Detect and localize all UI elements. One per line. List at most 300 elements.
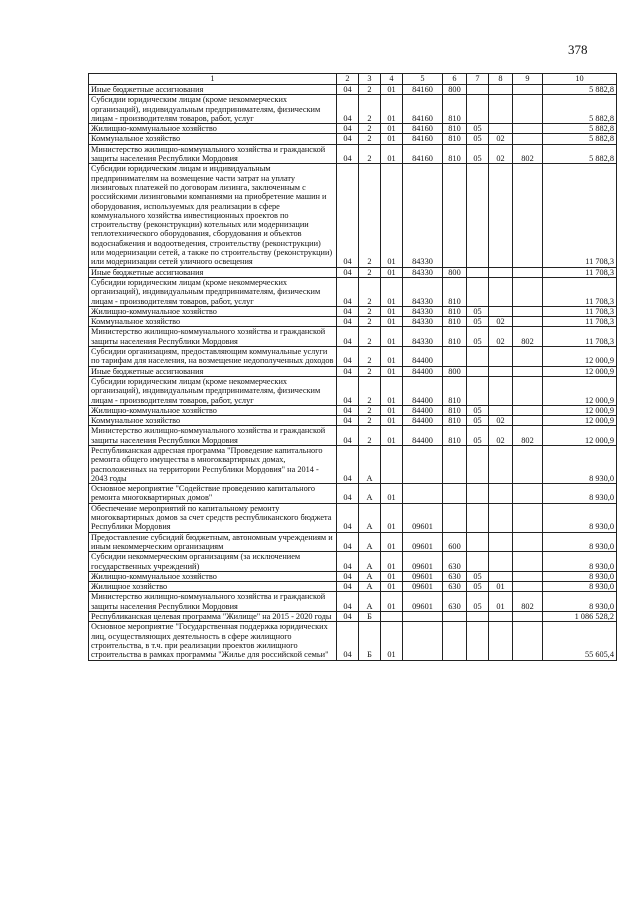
amount-cell: 12 000,9 bbox=[543, 416, 617, 426]
code-cell-5 bbox=[403, 445, 443, 483]
code-cell-8: 02 bbox=[489, 317, 513, 327]
code-cell-2: 04 bbox=[337, 503, 359, 532]
code-cell-6 bbox=[443, 503, 467, 532]
code-cell-2: 04 bbox=[337, 347, 359, 367]
code-cell-6: 810 bbox=[443, 124, 467, 134]
code-cell-8 bbox=[489, 267, 513, 277]
code-cell-9 bbox=[513, 405, 543, 415]
code-cell-2: 04 bbox=[337, 445, 359, 483]
code-cell-6: 810 bbox=[443, 426, 467, 446]
amount-cell: 8 930,0 bbox=[543, 571, 617, 581]
code-cell-5 bbox=[403, 622, 443, 660]
code-cell-3: 2 bbox=[359, 317, 381, 327]
code-cell-6: 600 bbox=[443, 532, 467, 552]
code-cell-8 bbox=[489, 85, 513, 95]
code-cell-3: 2 bbox=[359, 306, 381, 316]
code-cell-3: 2 bbox=[359, 327, 381, 347]
item-name-cell: Основное мероприятие "Содействие проведению капитального ремонта многоквартирных домов" bbox=[89, 484, 337, 504]
code-cell-9 bbox=[513, 347, 543, 367]
item-name-cell: Субсидии юридическим лицам (кроме некоммерческих организаций), индивидуальным предпринимателям, физическим лицам - производителям товаров, работ, услуг bbox=[89, 376, 337, 405]
table-row bbox=[89, 366, 617, 376]
code-cell-8 bbox=[489, 405, 513, 415]
code-cell-9 bbox=[513, 277, 543, 306]
code-cell-6 bbox=[443, 347, 467, 367]
code-cell-2: 04 bbox=[337, 317, 359, 327]
code-cell-8 bbox=[489, 277, 513, 306]
code-cell-3: 2 bbox=[359, 124, 381, 134]
code-cell-4: 01 bbox=[381, 582, 403, 592]
amount-cell: 8 930,0 bbox=[543, 552, 617, 572]
code-cell-5: 84160 bbox=[403, 85, 443, 95]
amount-cell: 12 000,9 bbox=[543, 347, 617, 367]
item-name-cell: Иные бюджетные ассигнования bbox=[89, 366, 337, 376]
code-cell-4: 01 bbox=[381, 426, 403, 446]
code-cell-9 bbox=[513, 484, 543, 504]
code-cell-7: 05 bbox=[467, 144, 489, 164]
code-cell-5 bbox=[403, 612, 443, 622]
code-cell-6: 810 bbox=[443, 416, 467, 426]
code-cell-7: 05 bbox=[467, 327, 489, 347]
code-cell-5: 84330 bbox=[403, 164, 443, 267]
code-cell-5: 84400 bbox=[403, 347, 443, 367]
code-cell-6 bbox=[443, 484, 467, 504]
code-cell-3: 2 bbox=[359, 426, 381, 446]
code-cell-3: А bbox=[359, 484, 381, 504]
item-name-cell: Субсидии юридическим лицам (кроме некоммерческих организаций), индивидуальным предпринимателям, физическим лицам - производителям товаров, работ, услуг bbox=[89, 277, 337, 306]
item-name-cell: Жилищное хозяйство bbox=[89, 582, 337, 592]
code-cell-4: 01 bbox=[381, 622, 403, 660]
code-cell-5: 09601 bbox=[403, 592, 443, 612]
amount-cell: 11 708,3 bbox=[543, 317, 617, 327]
item-name-cell: Обеспечение мероприятий по капитальному ремонту многоквартирных домов за счет средств республиканского бюджета Республики Мордовия bbox=[89, 503, 337, 532]
code-cell-4 bbox=[381, 612, 403, 622]
table-row bbox=[89, 306, 617, 316]
code-cell-2: 04 bbox=[337, 592, 359, 612]
amount-cell: 11 708,3 bbox=[543, 267, 617, 277]
code-cell-6: 630 bbox=[443, 571, 467, 581]
code-cell-3: 2 bbox=[359, 164, 381, 267]
code-cell-9: 802 bbox=[513, 144, 543, 164]
code-cell-4: 01 bbox=[381, 552, 403, 572]
amount-cell: 12 000,9 bbox=[543, 426, 617, 446]
code-cell-9 bbox=[513, 552, 543, 572]
header-cell: 3 bbox=[359, 74, 381, 85]
code-cell-7: 05 bbox=[467, 592, 489, 612]
code-cell-9 bbox=[513, 376, 543, 405]
table-row bbox=[89, 134, 617, 144]
table-body bbox=[89, 85, 617, 661]
code-cell-4: 01 bbox=[381, 327, 403, 347]
amount-cell: 5 882,8 bbox=[543, 85, 617, 95]
amount-cell: 5 882,8 bbox=[543, 124, 617, 134]
code-cell-7 bbox=[467, 366, 489, 376]
code-cell-2: 04 bbox=[337, 416, 359, 426]
code-cell-8: 02 bbox=[489, 426, 513, 446]
code-cell-8 bbox=[489, 164, 513, 267]
code-cell-5: 84330 bbox=[403, 327, 443, 347]
code-cell-4: 01 bbox=[381, 85, 403, 95]
code-cell-8 bbox=[489, 366, 513, 376]
item-name-cell: Коммунальное хозяйство bbox=[89, 134, 337, 144]
code-cell-7 bbox=[467, 445, 489, 483]
code-cell-8 bbox=[489, 376, 513, 405]
code-cell-6: 630 bbox=[443, 552, 467, 572]
code-cell-2: 04 bbox=[337, 95, 359, 124]
code-cell-4: 01 bbox=[381, 532, 403, 552]
code-cell-9 bbox=[513, 366, 543, 376]
code-cell-3: А bbox=[359, 592, 381, 612]
code-cell-3: А bbox=[359, 503, 381, 532]
table-row bbox=[89, 592, 617, 612]
code-cell-9 bbox=[513, 612, 543, 622]
code-cell-4: 01 bbox=[381, 317, 403, 327]
code-cell-2: 04 bbox=[337, 306, 359, 316]
code-cell-3: 2 bbox=[359, 85, 381, 95]
table-row bbox=[89, 124, 617, 134]
amount-cell: 12 000,9 bbox=[543, 376, 617, 405]
code-cell-6 bbox=[443, 622, 467, 660]
code-cell-7: 05 bbox=[467, 317, 489, 327]
table-row bbox=[89, 144, 617, 164]
item-name-cell: Иные бюджетные ассигнования bbox=[89, 267, 337, 277]
code-cell-6: 800 bbox=[443, 366, 467, 376]
table-row bbox=[89, 532, 617, 552]
item-name-cell: Министерство жилищно-коммунального хозяйства и гражданской защиты населения Республики Мордовия bbox=[89, 592, 337, 612]
code-cell-4: 01 bbox=[381, 95, 403, 124]
amount-cell: 11 708,3 bbox=[543, 327, 617, 347]
code-cell-7: 05 bbox=[467, 405, 489, 415]
code-cell-5: 09601 bbox=[403, 582, 443, 592]
table-row bbox=[89, 552, 617, 572]
item-name-cell: Коммунальное хозяйство bbox=[89, 317, 337, 327]
code-cell-9 bbox=[513, 532, 543, 552]
amount-cell: 8 930,0 bbox=[543, 503, 617, 532]
code-cell-5: 09601 bbox=[403, 532, 443, 552]
code-cell-8: 02 bbox=[489, 416, 513, 426]
code-cell-4: 01 bbox=[381, 376, 403, 405]
table-row bbox=[89, 317, 617, 327]
item-name-cell: Республиканская целевая программа "Жилище" на 2015 - 2020 годы bbox=[89, 612, 337, 622]
amount-cell: 8 930,0 bbox=[543, 592, 617, 612]
code-cell-8: 02 bbox=[489, 134, 513, 144]
amount-cell: 5 882,8 bbox=[543, 144, 617, 164]
code-cell-4: 01 bbox=[381, 416, 403, 426]
item-name-cell: Предоставление субсидий бюджетным, автономным учреждениям и иным некоммерческим организациям bbox=[89, 532, 337, 552]
code-cell-7 bbox=[467, 277, 489, 306]
amount-cell: 8 930,0 bbox=[543, 445, 617, 483]
code-cell-7 bbox=[467, 552, 489, 572]
code-cell-3: А bbox=[359, 571, 381, 581]
header-cell: 7 bbox=[467, 74, 489, 85]
code-cell-7 bbox=[467, 622, 489, 660]
code-cell-2: 04 bbox=[337, 532, 359, 552]
page-number: 378 bbox=[568, 42, 588, 57]
code-cell-9 bbox=[513, 571, 543, 581]
code-cell-6: 810 bbox=[443, 134, 467, 144]
code-cell-5: 84160 bbox=[403, 124, 443, 134]
code-cell-6: 800 bbox=[443, 267, 467, 277]
item-name-cell: Министерство жилищно-коммунального хозяйства и гражданской защиты населения Республики Мордовия bbox=[89, 327, 337, 347]
item-name-cell: Субсидии некоммерческим организациям (за исключением государственных учреждений) bbox=[89, 552, 337, 572]
item-name-cell: Иные бюджетные ассигнования bbox=[89, 85, 337, 95]
amount-cell: 8 930,0 bbox=[543, 582, 617, 592]
amount-cell: 55 605,4 bbox=[543, 622, 617, 660]
code-cell-2: 04 bbox=[337, 571, 359, 581]
code-cell-4: 01 bbox=[381, 277, 403, 306]
header-cell: 6 bbox=[443, 74, 467, 85]
amount-cell: 11 708,3 bbox=[543, 277, 617, 306]
code-cell-9 bbox=[513, 503, 543, 532]
code-cell-7: 05 bbox=[467, 306, 489, 316]
code-cell-9 bbox=[513, 306, 543, 316]
table-row bbox=[89, 267, 617, 277]
code-cell-9 bbox=[513, 85, 543, 95]
amount-cell: 8 930,0 bbox=[543, 484, 617, 504]
code-cell-6: 810 bbox=[443, 327, 467, 347]
code-cell-3: 2 bbox=[359, 144, 381, 164]
code-cell-8 bbox=[489, 347, 513, 367]
code-cell-5: 84400 bbox=[403, 416, 443, 426]
budget-table bbox=[88, 73, 617, 661]
code-cell-9: 802 bbox=[513, 426, 543, 446]
code-cell-7 bbox=[467, 164, 489, 267]
code-cell-5: 84160 bbox=[403, 144, 443, 164]
code-cell-4: 01 bbox=[381, 484, 403, 504]
code-cell-7: 05 bbox=[467, 134, 489, 144]
code-cell-3: 2 bbox=[359, 347, 381, 367]
header-cell: 10 bbox=[543, 74, 617, 85]
code-cell-6: 810 bbox=[443, 95, 467, 124]
code-cell-5: 84400 bbox=[403, 426, 443, 446]
code-cell-3: Б bbox=[359, 612, 381, 622]
code-cell-4: 01 bbox=[381, 144, 403, 164]
code-cell-8 bbox=[489, 571, 513, 581]
code-cell-3: 2 bbox=[359, 366, 381, 376]
code-cell-4: 01 bbox=[381, 306, 403, 316]
code-cell-6: 810 bbox=[443, 405, 467, 415]
table-row bbox=[89, 347, 617, 367]
code-cell-7 bbox=[467, 85, 489, 95]
code-cell-2: 04 bbox=[337, 366, 359, 376]
code-cell-7 bbox=[467, 503, 489, 532]
code-cell-9 bbox=[513, 164, 543, 267]
code-cell-2: 04 bbox=[337, 267, 359, 277]
item-name-cell: Основное мероприятие "Государственная поддержка юридических лиц, осуществляющих деятельность в сфере жилищного строительства, в т.ч. при реализации проектов жилищного строительства в рамках программы "Жилье для российской семьи" bbox=[89, 622, 337, 660]
code-cell-6: 810 bbox=[443, 306, 467, 316]
code-cell-9 bbox=[513, 95, 543, 124]
table-row bbox=[89, 571, 617, 581]
code-cell-6 bbox=[443, 164, 467, 267]
header-cell: 1 bbox=[89, 74, 337, 85]
code-cell-4: 01 bbox=[381, 347, 403, 367]
code-cell-5 bbox=[403, 484, 443, 504]
code-cell-4: 01 bbox=[381, 267, 403, 277]
table-row bbox=[89, 426, 617, 446]
code-cell-3: А bbox=[359, 552, 381, 572]
code-cell-2: 04 bbox=[337, 277, 359, 306]
code-cell-8: 01 bbox=[489, 592, 513, 612]
code-cell-4: 01 bbox=[381, 124, 403, 134]
code-cell-7 bbox=[467, 484, 489, 504]
code-cell-7 bbox=[467, 376, 489, 405]
code-cell-5: 84330 bbox=[403, 267, 443, 277]
table-row bbox=[89, 445, 617, 483]
table-header-row bbox=[89, 74, 617, 85]
code-cell-8 bbox=[489, 95, 513, 124]
code-cell-2: 04 bbox=[337, 134, 359, 144]
code-cell-7: 05 bbox=[467, 571, 489, 581]
item-name-cell: Жилищно-коммунальное хозяйство bbox=[89, 306, 337, 316]
code-cell-3: 2 bbox=[359, 134, 381, 144]
code-cell-5: 84400 bbox=[403, 405, 443, 415]
amount-cell: 11 708,3 bbox=[543, 164, 617, 267]
code-cell-6: 800 bbox=[443, 85, 467, 95]
code-cell-5: 84330 bbox=[403, 306, 443, 316]
header-cell: 9 bbox=[513, 74, 543, 85]
code-cell-2: 04 bbox=[337, 124, 359, 134]
table-row bbox=[89, 277, 617, 306]
code-cell-3: Б bbox=[359, 622, 381, 660]
code-cell-7: 05 bbox=[467, 582, 489, 592]
item-name-cell: Субсидии юридическим лицам (кроме некоммерческих организаций), индивидуальным предпринимателям, физическим лицам - производителям товаров, работ, услуг bbox=[89, 95, 337, 124]
code-cell-8 bbox=[489, 124, 513, 134]
table-row bbox=[89, 503, 617, 532]
code-cell-9 bbox=[513, 416, 543, 426]
code-cell-4: 01 bbox=[381, 592, 403, 612]
table-row bbox=[89, 582, 617, 592]
code-cell-4: 01 bbox=[381, 405, 403, 415]
code-cell-8: 02 bbox=[489, 144, 513, 164]
code-cell-2: 04 bbox=[337, 164, 359, 267]
item-name-cell: Субсидии организациям, предоставляющим коммунальные услуги по тарифам для населения, на возмещение недополученных доходов bbox=[89, 347, 337, 367]
table-row bbox=[89, 484, 617, 504]
code-cell-3: 2 bbox=[359, 267, 381, 277]
item-name-cell: Субсидии юридическим лицам и индивидуальным предпринимателям на возмещение части затрат на уплату лизинговых платежей по договорам лизинга, заключенным с российскими лизинговыми компаниями на приобретение машин и оборудования, используемых для реализации в сфере коммунального хозяйства инвестиционных проектов по строительству (реконструкции) котельных или модернизации теплотехнического оборудования, сборудования и объектов водоснабжения и водоотведения, строительству (реконструкции) или модернизации сетей, а также по строительству (реконструкции) или модернизации сетей уличного освещения bbox=[89, 164, 337, 267]
code-cell-2: 04 bbox=[337, 612, 359, 622]
code-cell-5: 09601 bbox=[403, 571, 443, 581]
code-cell-5: 84330 bbox=[403, 277, 443, 306]
code-cell-7 bbox=[467, 612, 489, 622]
code-cell-5: 09601 bbox=[403, 503, 443, 532]
amount-cell: 1 086 528,2 bbox=[543, 612, 617, 622]
code-cell-3: 2 bbox=[359, 376, 381, 405]
code-cell-4: 01 bbox=[381, 366, 403, 376]
table-row bbox=[89, 405, 617, 415]
code-cell-8 bbox=[489, 484, 513, 504]
code-cell-3: 2 bbox=[359, 95, 381, 124]
code-cell-2: 04 bbox=[337, 426, 359, 446]
item-name-cell: Министерство жилищно-коммунального хозяйства и гражданской защиты населения Республики Мордовия bbox=[89, 426, 337, 446]
code-cell-4 bbox=[381, 445, 403, 483]
amount-cell: 11 708,3 bbox=[543, 306, 617, 316]
code-cell-2: 04 bbox=[337, 85, 359, 95]
table-row bbox=[89, 612, 617, 622]
item-name-cell: Жилищно-коммунальное хозяйство bbox=[89, 571, 337, 581]
code-cell-4: 01 bbox=[381, 571, 403, 581]
code-cell-6: 810 bbox=[443, 277, 467, 306]
table-row bbox=[89, 416, 617, 426]
code-cell-5: 84160 bbox=[403, 134, 443, 144]
amount-cell: 8 930,0 bbox=[543, 532, 617, 552]
code-cell-7 bbox=[467, 347, 489, 367]
code-cell-6: 810 bbox=[443, 317, 467, 327]
code-cell-7 bbox=[467, 267, 489, 277]
table-row bbox=[89, 85, 617, 95]
code-cell-5: 84400 bbox=[403, 366, 443, 376]
table-row bbox=[89, 164, 617, 267]
code-cell-4: 01 bbox=[381, 164, 403, 267]
code-cell-2: 04 bbox=[337, 144, 359, 164]
header-cell: 8 bbox=[489, 74, 513, 85]
code-cell-2: 04 bbox=[337, 622, 359, 660]
amount-cell: 5 882,8 bbox=[543, 134, 617, 144]
code-cell-7 bbox=[467, 532, 489, 552]
code-cell-7: 05 bbox=[467, 416, 489, 426]
code-cell-2: 04 bbox=[337, 484, 359, 504]
code-cell-4: 01 bbox=[381, 503, 403, 532]
code-cell-9 bbox=[513, 267, 543, 277]
code-cell-9 bbox=[513, 317, 543, 327]
amount-cell: 12 000,9 bbox=[543, 366, 617, 376]
code-cell-8 bbox=[489, 306, 513, 316]
code-cell-9 bbox=[513, 622, 543, 660]
code-cell-3: 2 bbox=[359, 277, 381, 306]
table-row bbox=[89, 376, 617, 405]
table-row bbox=[89, 327, 617, 347]
code-cell-6 bbox=[443, 612, 467, 622]
code-cell-8 bbox=[489, 445, 513, 483]
header-cell: 4 bbox=[381, 74, 403, 85]
code-cell-6: 810 bbox=[443, 144, 467, 164]
item-name-cell: Республиканская адресная программа "Проведение капитального ремонта общего имущества в многоквартирных домах, расположенных на территории Республики Мордовия" на 2014 - 2043 годы bbox=[89, 445, 337, 483]
code-cell-9 bbox=[513, 124, 543, 134]
code-cell-8 bbox=[489, 622, 513, 660]
table-row bbox=[89, 622, 617, 660]
code-cell-7: 05 bbox=[467, 426, 489, 446]
table-row bbox=[89, 95, 617, 124]
code-cell-7 bbox=[467, 95, 489, 124]
code-cell-6 bbox=[443, 445, 467, 483]
code-cell-9 bbox=[513, 582, 543, 592]
code-cell-6: 630 bbox=[443, 592, 467, 612]
code-cell-8 bbox=[489, 552, 513, 572]
code-cell-5: 84400 bbox=[403, 376, 443, 405]
code-cell-2: 04 bbox=[337, 405, 359, 415]
code-cell-2: 04 bbox=[337, 327, 359, 347]
amount-cell: 12 000,9 bbox=[543, 405, 617, 415]
code-cell-8 bbox=[489, 503, 513, 532]
code-cell-8: 02 bbox=[489, 327, 513, 347]
code-cell-3: А bbox=[359, 582, 381, 592]
code-cell-5: 09601 bbox=[403, 552, 443, 572]
code-cell-8: 01 bbox=[489, 582, 513, 592]
code-cell-2: 04 bbox=[337, 582, 359, 592]
code-cell-7: 05 bbox=[467, 124, 489, 134]
code-cell-8 bbox=[489, 612, 513, 622]
item-name-cell: Жилищно-коммунальное хозяйство bbox=[89, 124, 337, 134]
header-cell: 5 bbox=[403, 74, 443, 85]
code-cell-6: 810 bbox=[443, 376, 467, 405]
code-cell-3: А bbox=[359, 445, 381, 483]
code-cell-5: 84330 bbox=[403, 317, 443, 327]
code-cell-9 bbox=[513, 445, 543, 483]
item-name-cell: Жилищно-коммунальное хозяйство bbox=[89, 405, 337, 415]
item-name-cell: Коммунальное хозяйство bbox=[89, 416, 337, 426]
code-cell-4: 01 bbox=[381, 134, 403, 144]
header-cell: 2 bbox=[337, 74, 359, 85]
code-cell-9: 802 bbox=[513, 592, 543, 612]
code-cell-8 bbox=[489, 532, 513, 552]
